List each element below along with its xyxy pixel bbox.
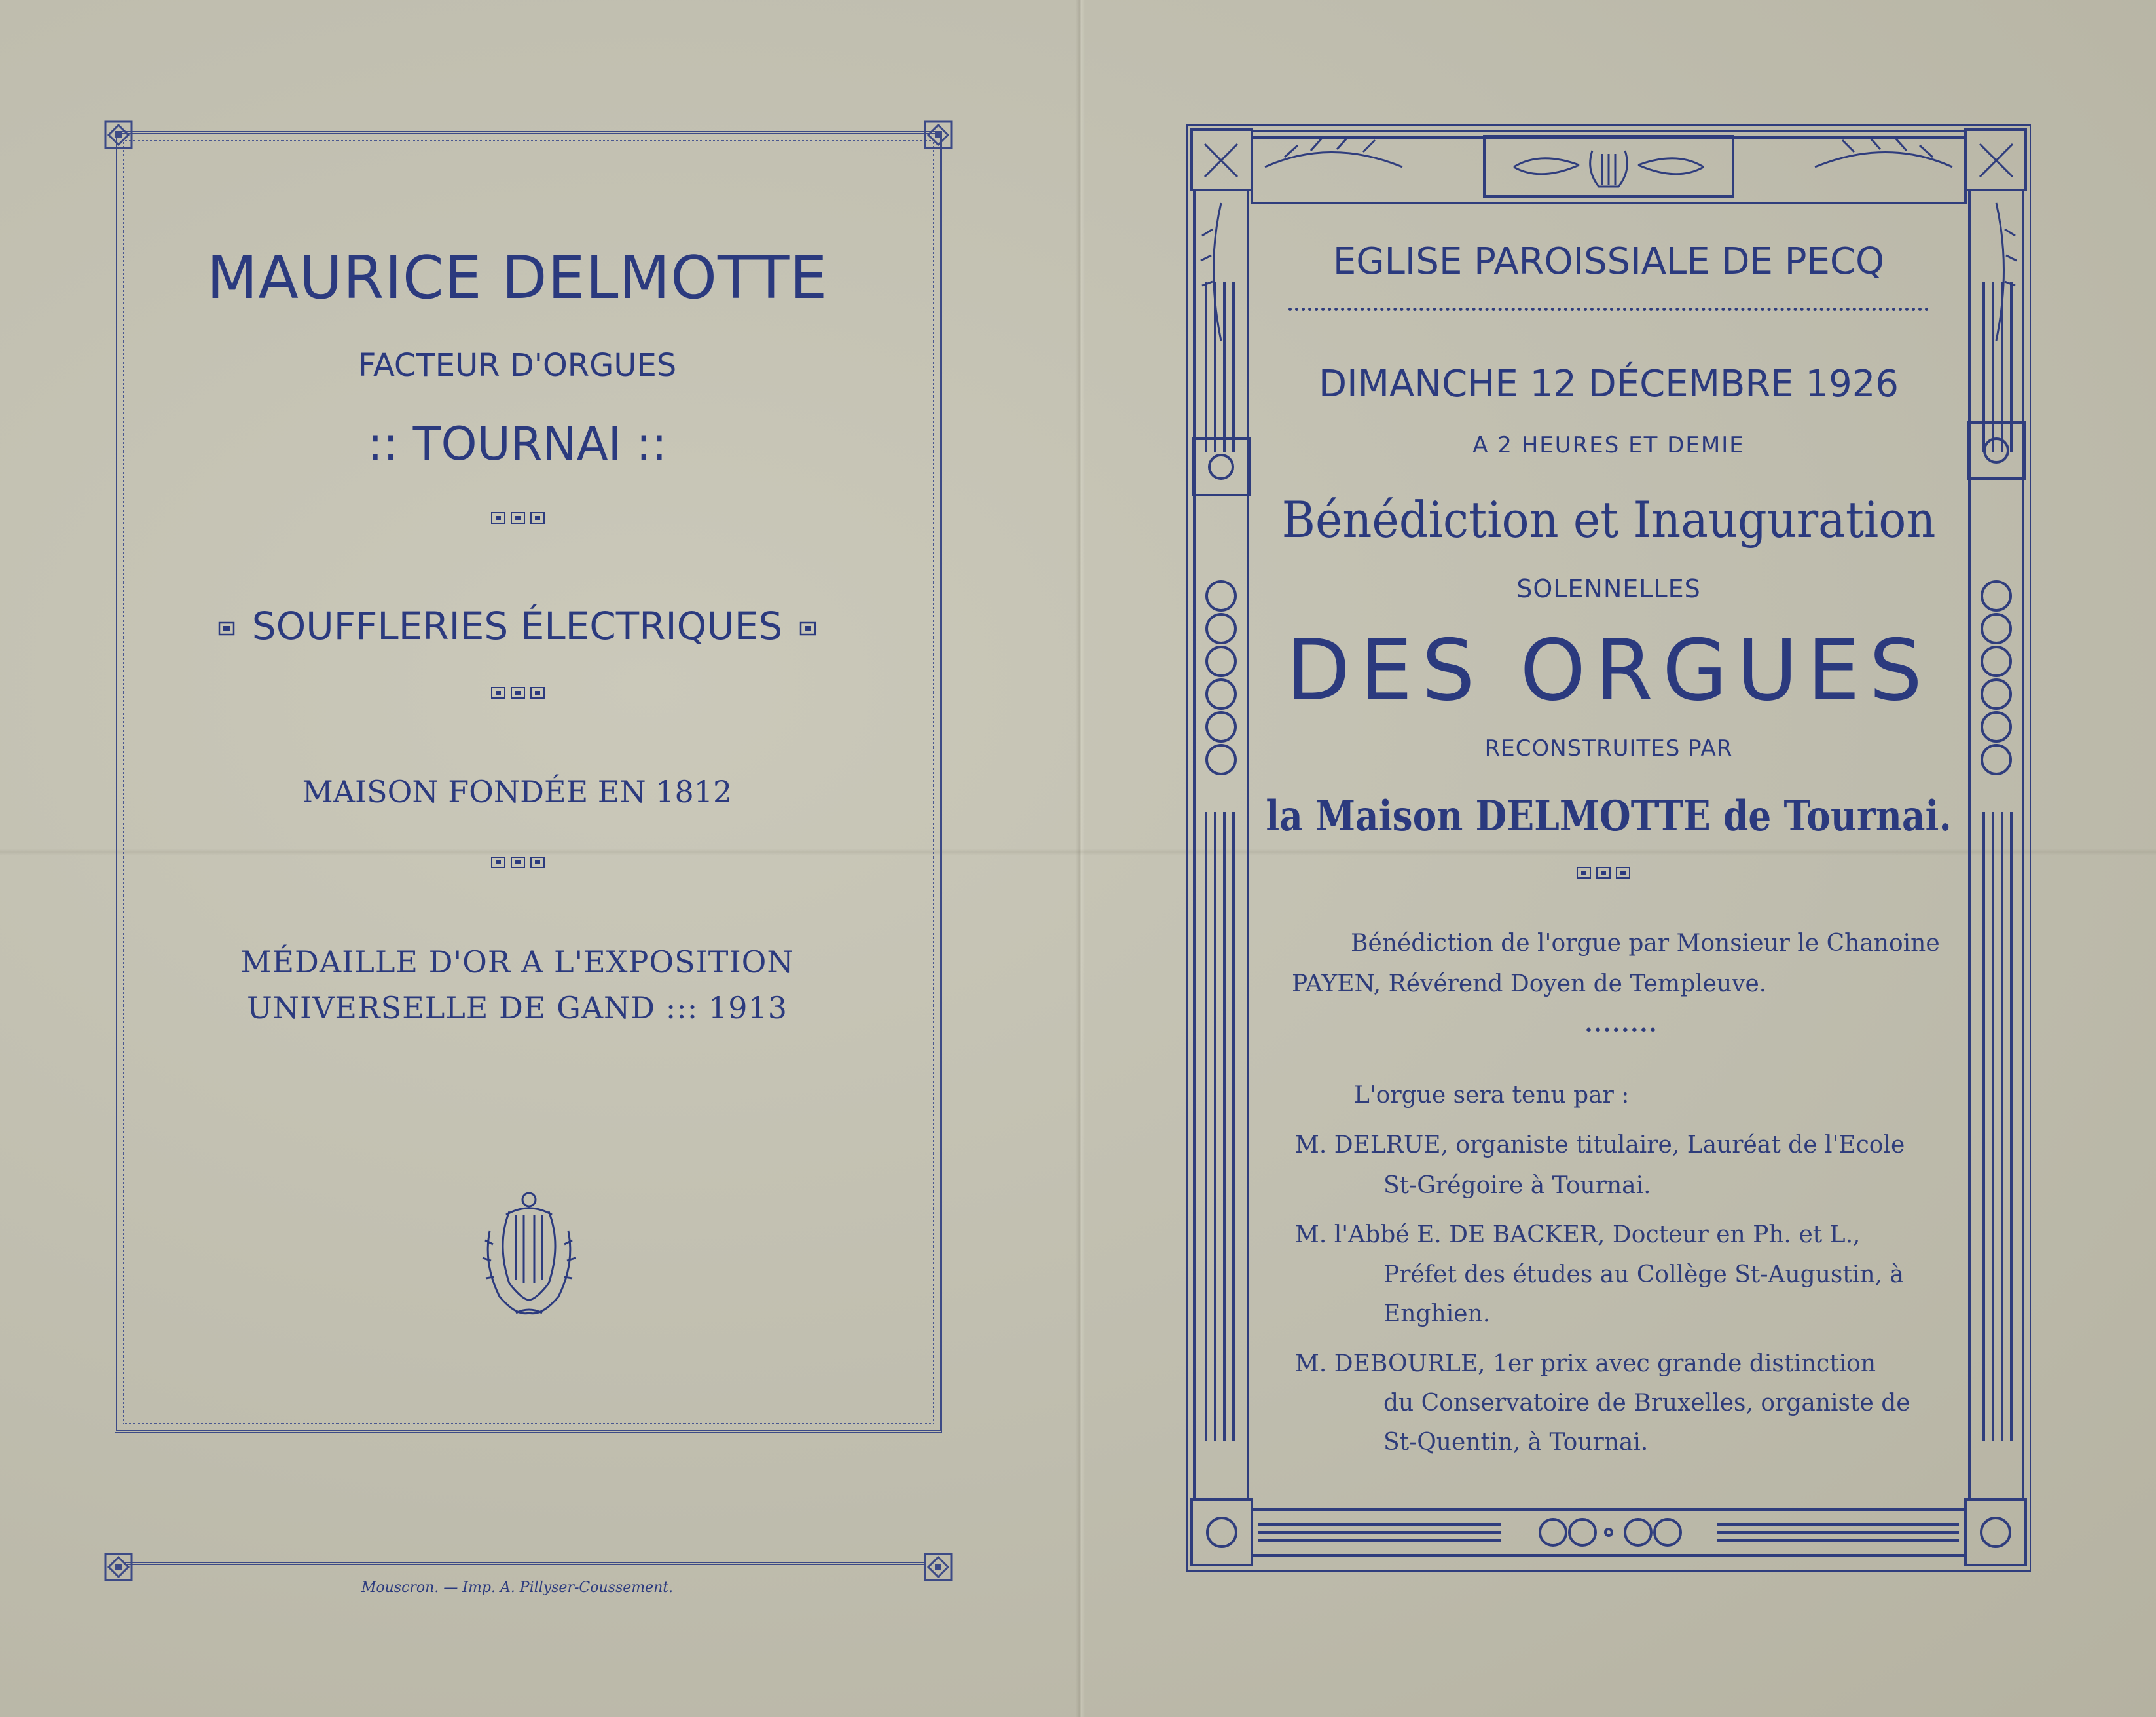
maker-trade: FACTEUR D'ORGUES: [357, 347, 677, 384]
benediction-line-1: Bénédiction de l'orgue par Monsieur le Chanoine: [1351, 930, 1940, 957]
organist-3-line-2: du Conservatoire de Bruxelles, organiste de: [1383, 1390, 1910, 1416]
reconstruites-text: RECONSTRUITES PAR: [1484, 735, 1733, 762]
medal-line-1: MÉDAILLE D'OR A L'EXPOSITION: [240, 944, 794, 980]
event-hour: A 2 HEURES ET DEMIE: [1472, 432, 1745, 458]
founded-text: MAISON FONDÉE EN 1812: [302, 774, 733, 809]
corner-ornament-icon: [103, 1552, 134, 1582]
organist-2-line-2: Préfet des études au Collège St-Augustin, à: [1383, 1261, 1904, 1288]
orgues-title: DES ORGUES: [1285, 622, 1932, 720]
lyre-wreath-icon: [470, 1185, 588, 1323]
printer-credit: Mouscron. — Imp. A. Pillyser-Coussement.: [361, 1579, 674, 1596]
builder-line: la Maison DELMOTTE de Tournai.: [1266, 792, 1952, 841]
service-text: SOUFFLERIES ÉLECTRIQUES: [251, 604, 783, 648]
organist-1-line-2: St-Grégoire à Tournai.: [1383, 1172, 1651, 1199]
solennelles-text: SOLENNELLES: [1516, 574, 1701, 603]
dotted-rule: [1288, 308, 1929, 311]
organist-1-line-1: M. DELRUE, organiste titulaire, Lauréat de l'Ecole: [1295, 1132, 1905, 1158]
separator-dots: ••••••••: [1584, 1023, 1658, 1039]
event-heading: Bénédiction et Inauguration: [1281, 490, 1936, 549]
corner-ornament-icon: [923, 120, 953, 150]
organist-2-line-3: Enghien.: [1383, 1301, 1491, 1327]
organist-3-line-3: St-Quentin, à Tournai.: [1383, 1429, 1649, 1456]
lyre-icon: [1514, 151, 1704, 187]
square-bullet-icon: [799, 621, 816, 636]
service-line: [0, 604, 1034, 648]
square-ornament-icon: [491, 857, 545, 868]
center-fold: [1076, 0, 1085, 1717]
organist-2-line-1: M. l'Abbé E. DE BACKER, Docteur en Ph. et L.,: [1295, 1221, 1861, 1248]
medal-line-2: UNIVERSELLE DE GAND ::: 1913: [247, 990, 788, 1025]
church-name: EGLISE PAROISSIALE DE PECQ: [1332, 240, 1885, 283]
square-ornament-icon: [491, 687, 545, 699]
square-ornament-icon: [1577, 867, 1630, 879]
event-date: DIMANCHE 12 DÉCEMBRE 1926: [1319, 363, 1899, 405]
corner-ornament-icon: [923, 1552, 953, 1582]
organ-intro: L'orgue sera tenu par :: [1354, 1082, 1630, 1109]
square-ornament-icon: [491, 512, 545, 524]
square-bullet-icon: [218, 621, 235, 636]
benediction-line-2: PAYEN, Révérend Doyen de Templeuve.: [1292, 970, 1767, 997]
maker-city: :: TOURNAI ::: [367, 417, 667, 471]
corner-ornament-icon: [103, 120, 134, 150]
organist-3-line-1: M. DEBOURLE, 1er prix avec grande distinction: [1295, 1350, 1876, 1377]
maker-name: MAURICE DELMOTTE: [206, 244, 828, 312]
